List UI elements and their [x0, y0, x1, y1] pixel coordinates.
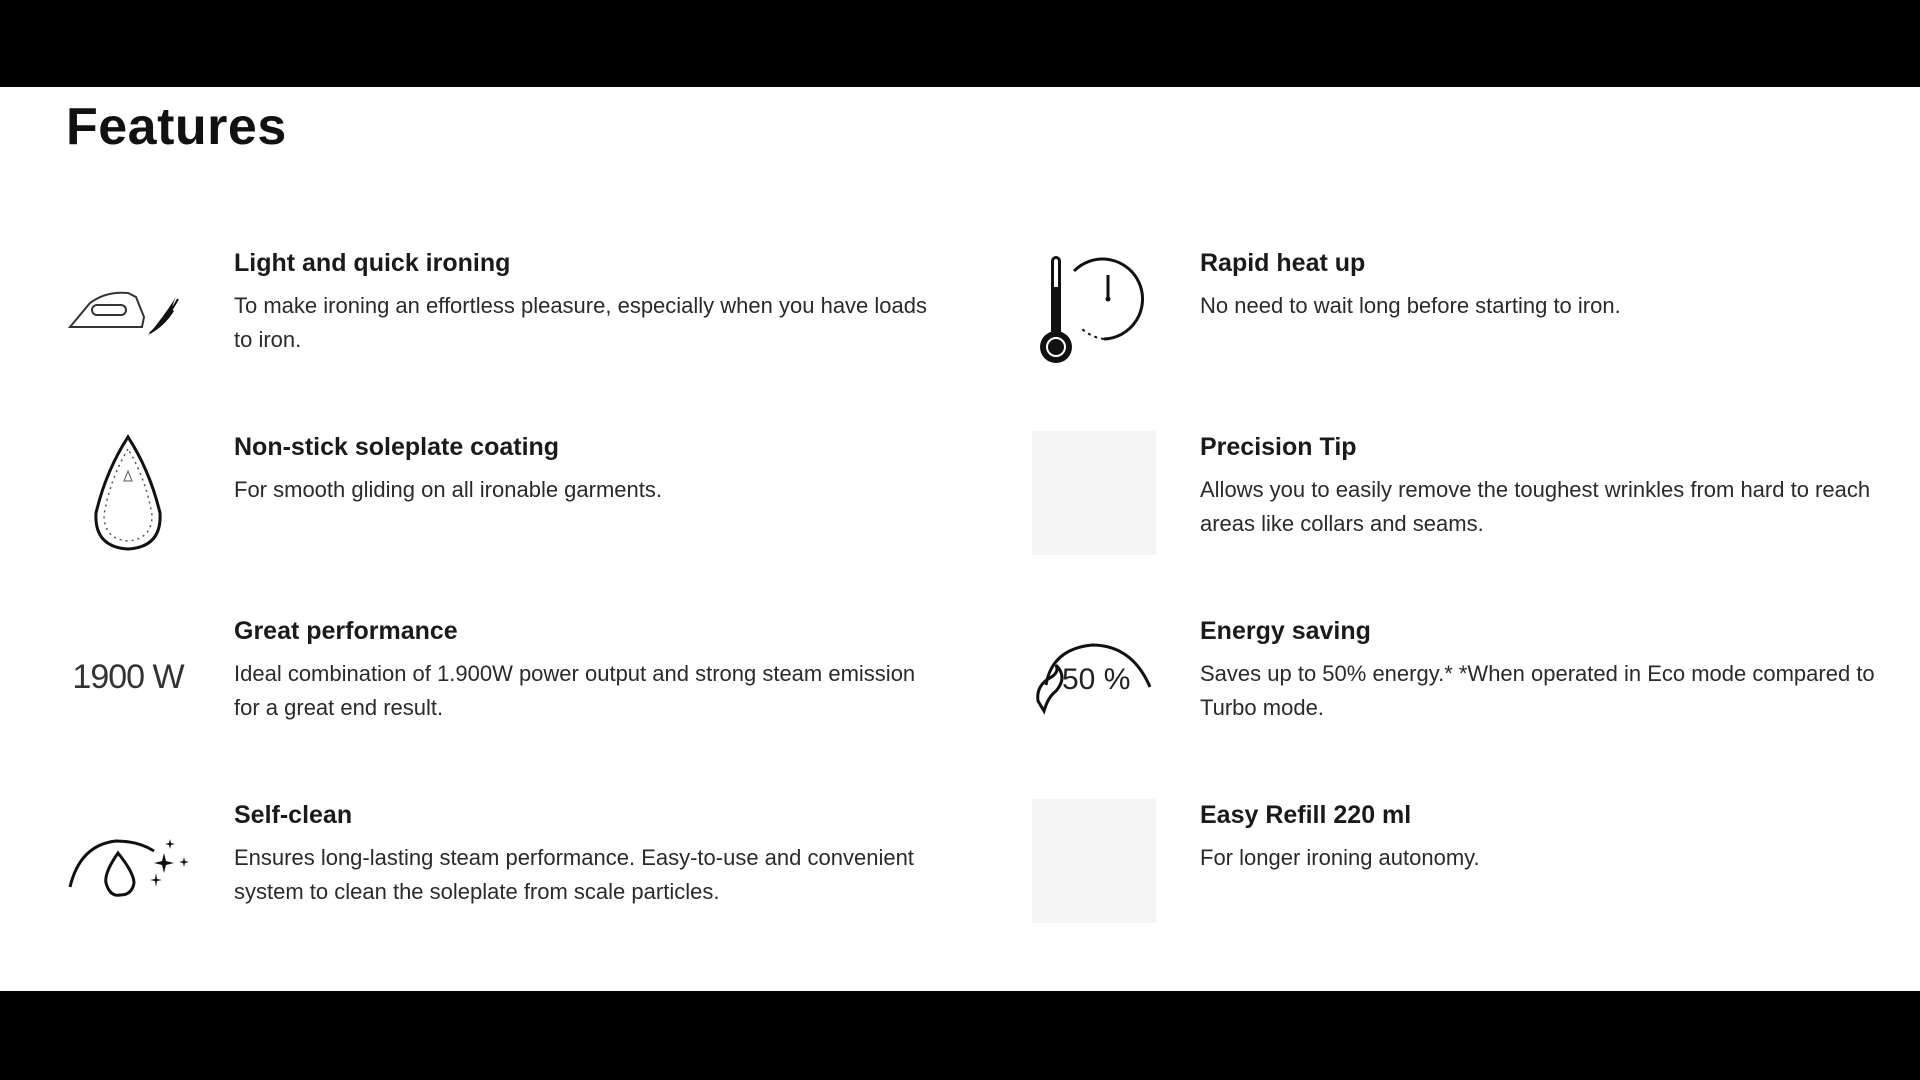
feature-description: To make ironing an effortless pleasure, especially when you have loads to iron. — [234, 293, 927, 352]
feature-title: Easy Refill 220 ml — [1200, 801, 1412, 829]
feature-description: Ensures long-lasting steam performance. Easy-to-use and convenient system to clean the soleplate from scale particles. — [234, 845, 914, 904]
feature-item-self-clean — [66, 799, 916, 929]
image-placeholder-icon — [1032, 799, 1156, 923]
feature-description: Saves up to 50% energy.* *When operated in Eco mode compared to Turbo mode. — [1200, 661, 1875, 720]
wattage-icon — [66, 615, 190, 739]
thermometer-clock-icon — [1032, 247, 1156, 371]
feature-item-non-stick-soleplate — [66, 431, 916, 561]
image-placeholder-icon — [1032, 431, 1156, 555]
feature-description: For longer ironing autonomy. — [1200, 845, 1480, 870]
feature-description: No need to wait long before starting to iron. — [1200, 293, 1621, 318]
feature-description: For smooth gliding on all ironable garments. — [234, 477, 663, 502]
feature-item-energy-saving — [1032, 615, 1882, 745]
feature-item-rapid-heat-up — [1032, 247, 1882, 377]
feature-title: Precision Tip — [1200, 433, 1357, 461]
feature-item-great-performance — [66, 615, 916, 745]
self-clean-icon — [66, 799, 190, 923]
feature-title: Non-stick soleplate coating — [234, 433, 560, 461]
feature-title: Self-clean — [234, 801, 353, 829]
page-title: Features — [66, 98, 287, 156]
feature-title: Light and quick ironing — [234, 249, 511, 277]
feature-item-precision-tip — [1032, 431, 1882, 561]
feature-description: Ideal combination of 1.900W power output and strong steam emission for a great end result. — [234, 661, 916, 720]
iron-feather-icon — [66, 247, 190, 371]
feature-title: Energy saving — [1200, 617, 1371, 645]
bottom-letterbox-bar — [0, 991, 1920, 1080]
soleplate-icon — [66, 431, 190, 555]
energy-percent-label: 50 % — [1062, 663, 1131, 696]
feature-item-easy-refill — [1032, 799, 1882, 929]
features-section — [0, 87, 1920, 991]
feature-description: Allows you to easily remove the toughest wrinkles from hard to reach areas like collars and seams. — [1200, 477, 1871, 536]
top-letterbox-bar — [0, 0, 1920, 87]
feature-title: Great performance — [234, 617, 458, 645]
feature-item-light-quick-ironing — [66, 247, 927, 377]
wattage-label: 1900 W — [72, 657, 184, 696]
energy-saving-icon — [1032, 615, 1156, 739]
feature-title: Rapid heat up — [1200, 249, 1366, 277]
